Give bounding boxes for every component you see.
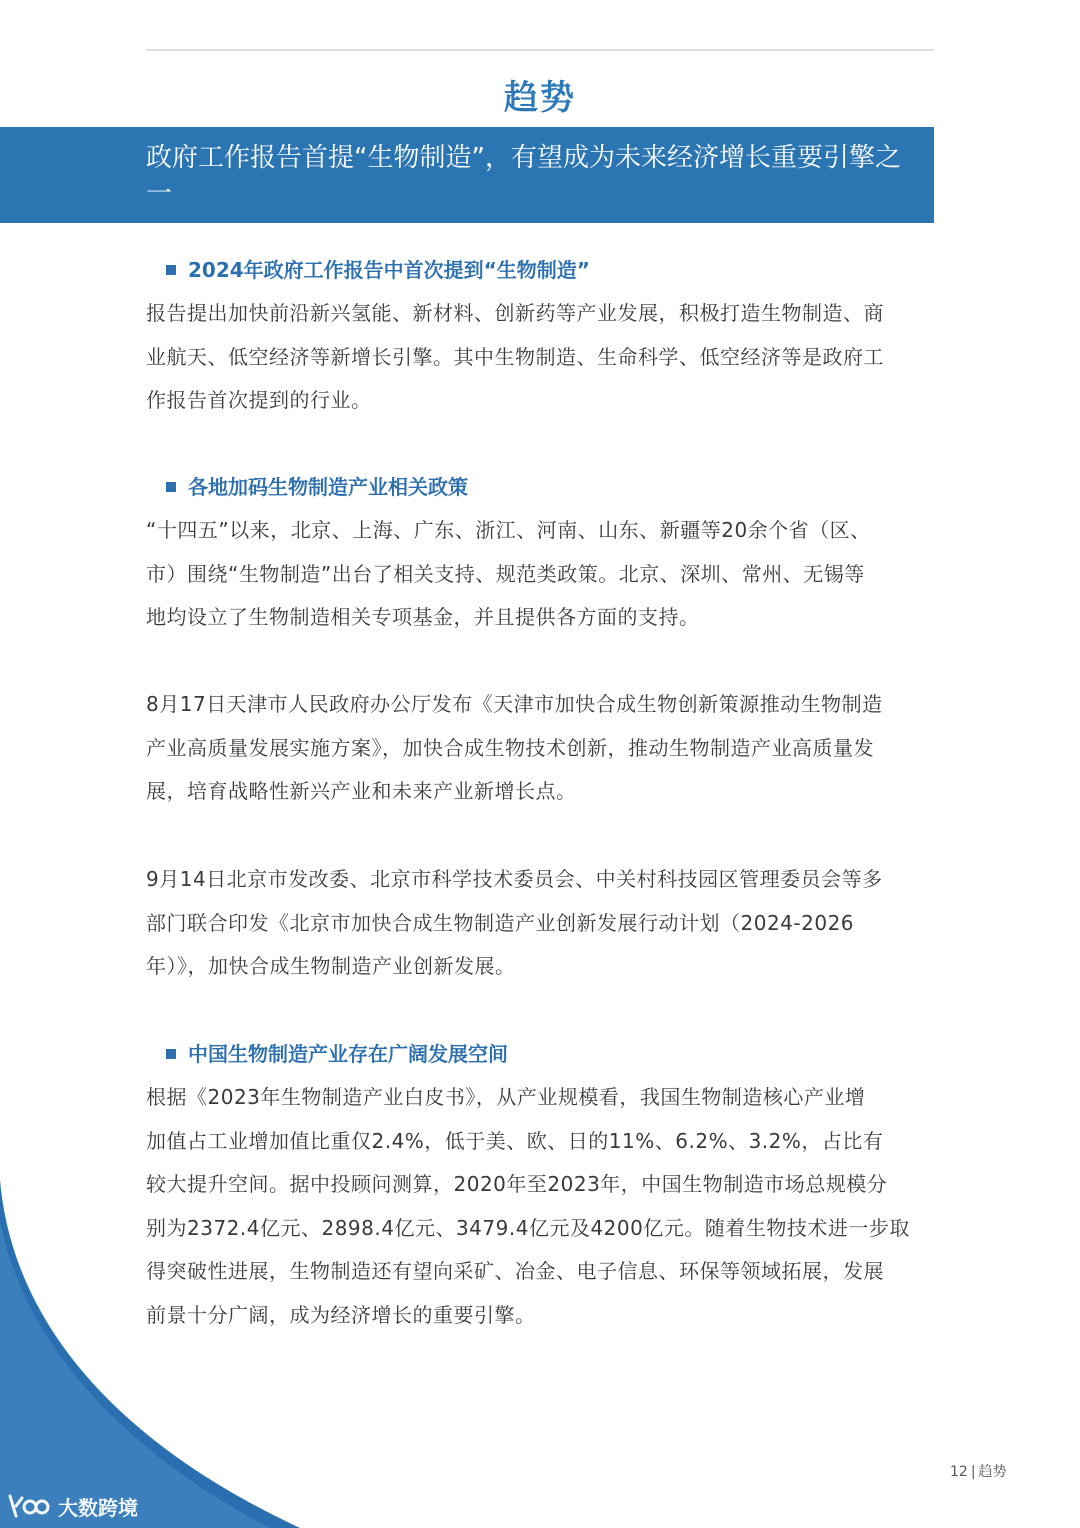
paragraph-line: 加值占工业增加值比重仅2.4%，低于美、欧、日的11%、6.2%、3.2%，占比有	[146, 1128, 884, 1153]
corner-decoration	[0, 1180, 300, 1528]
paragraph-line: “十四五”以来，北京、上海、广东、浙江、河南、山东、新疆等20余个省（区、	[146, 518, 871, 542]
brand-logo-icon	[6, 1492, 50, 1520]
bullet-square-icon	[166, 482, 176, 492]
paragraph-4	[146, 858, 934, 989]
paragraph-2	[146, 509, 934, 640]
watermark	[6, 1490, 138, 1522]
section-heading-3-text: 中国生物制造产业存在广阔发展空间	[188, 1042, 508, 1066]
headline-text: 政府工作报告首提“生物制造”，有望成为未来经济增长重要引擎之一	[146, 143, 901, 209]
paragraph-line: 得突破性进展，生物制造还有望向采矿、冶金、电子信息、环保等领域拓展，发展	[146, 1259, 884, 1283]
paragraph-line: 业航天、低空经济等新增长引擎。其中生物制造、生命科学、低空经济等是政府工	[146, 344, 884, 369]
paragraph-line: 根据《2023年生物制造产业白皮书》，从产业规模看，我国生物制造核心产业增	[146, 1085, 866, 1109]
section-heading-1-text: 2024年政府工作报告中首次提到“生物制造”	[188, 258, 590, 282]
page-number: 12	[950, 1464, 968, 1480]
section-heading-2-text: 各地加码生物制造产业相关政策	[188, 475, 468, 499]
bullet-square-icon	[166, 265, 176, 275]
top-divider	[146, 49, 934, 51]
paragraph-line: 别为2372.4亿元、2898.4亿元、3479.4亿元及4200亿元。随着生物技术进一步取	[146, 1215, 910, 1240]
brand-name: 大数跨境	[58, 1495, 138, 1520]
paragraph-line: 9月14日北京市发改委、北京市科学技术委员会、中关村科技园区管理委员会等多	[146, 867, 883, 891]
bullet-square-icon	[166, 1049, 176, 1059]
paragraph-line: 展，培育战略性新兴产业和未来产业新增长点。	[146, 779, 577, 803]
paragraph-line: 产业高质量发展实施方案》，加快合成生物技术创新，推动生物制造产业高质量发	[146, 735, 874, 760]
section-heading-1	[166, 255, 590, 285]
paragraph-line: 较大提升空间。据中投顾问测算，2020年至2023年，中国生物制造市场总规模分	[146, 1172, 888, 1196]
footer-separator: |	[970, 1464, 976, 1480]
section-heading-2	[166, 472, 468, 502]
paragraph-line: 8月17日天津市人民政府办公厅发布《天津市加快合成生物创新策源推动生物制造	[146, 692, 883, 716]
paragraph-3	[146, 683, 934, 814]
paragraph-line: 报告提出加快前沿新兴氢能、新材料、创新药等产业发展，积极打造生物制造、商	[146, 301, 884, 325]
paragraph-1	[146, 292, 934, 423]
paragraph-line: 前景十分广阔，成为经济增长的重要引擎。	[146, 1302, 536, 1327]
section-heading-3	[166, 1039, 508, 1069]
paragraph-line: 地均设立了生物制造相关专项基金，并且提供各方面的支持。	[146, 605, 700, 629]
footer-page-indicator	[950, 1462, 1007, 1482]
footer-section-name: 趋势	[978, 1464, 1007, 1480]
paragraph-line: 作报告首次提到的行业。	[146, 388, 372, 412]
page-title: 趋势	[504, 78, 576, 118]
paragraph-line: 市）围绕“生物制造”出台了相关支持、规范类政策。北京、深圳、常州、无锡等	[146, 561, 865, 586]
paragraph-line: 部门联合印发《北京市加快合成生物制造产业创新发展行动计划（2024-2026	[146, 910, 855, 935]
paragraph-line: 年）》，加快合成生物制造产业创新发展。	[146, 954, 516, 978]
